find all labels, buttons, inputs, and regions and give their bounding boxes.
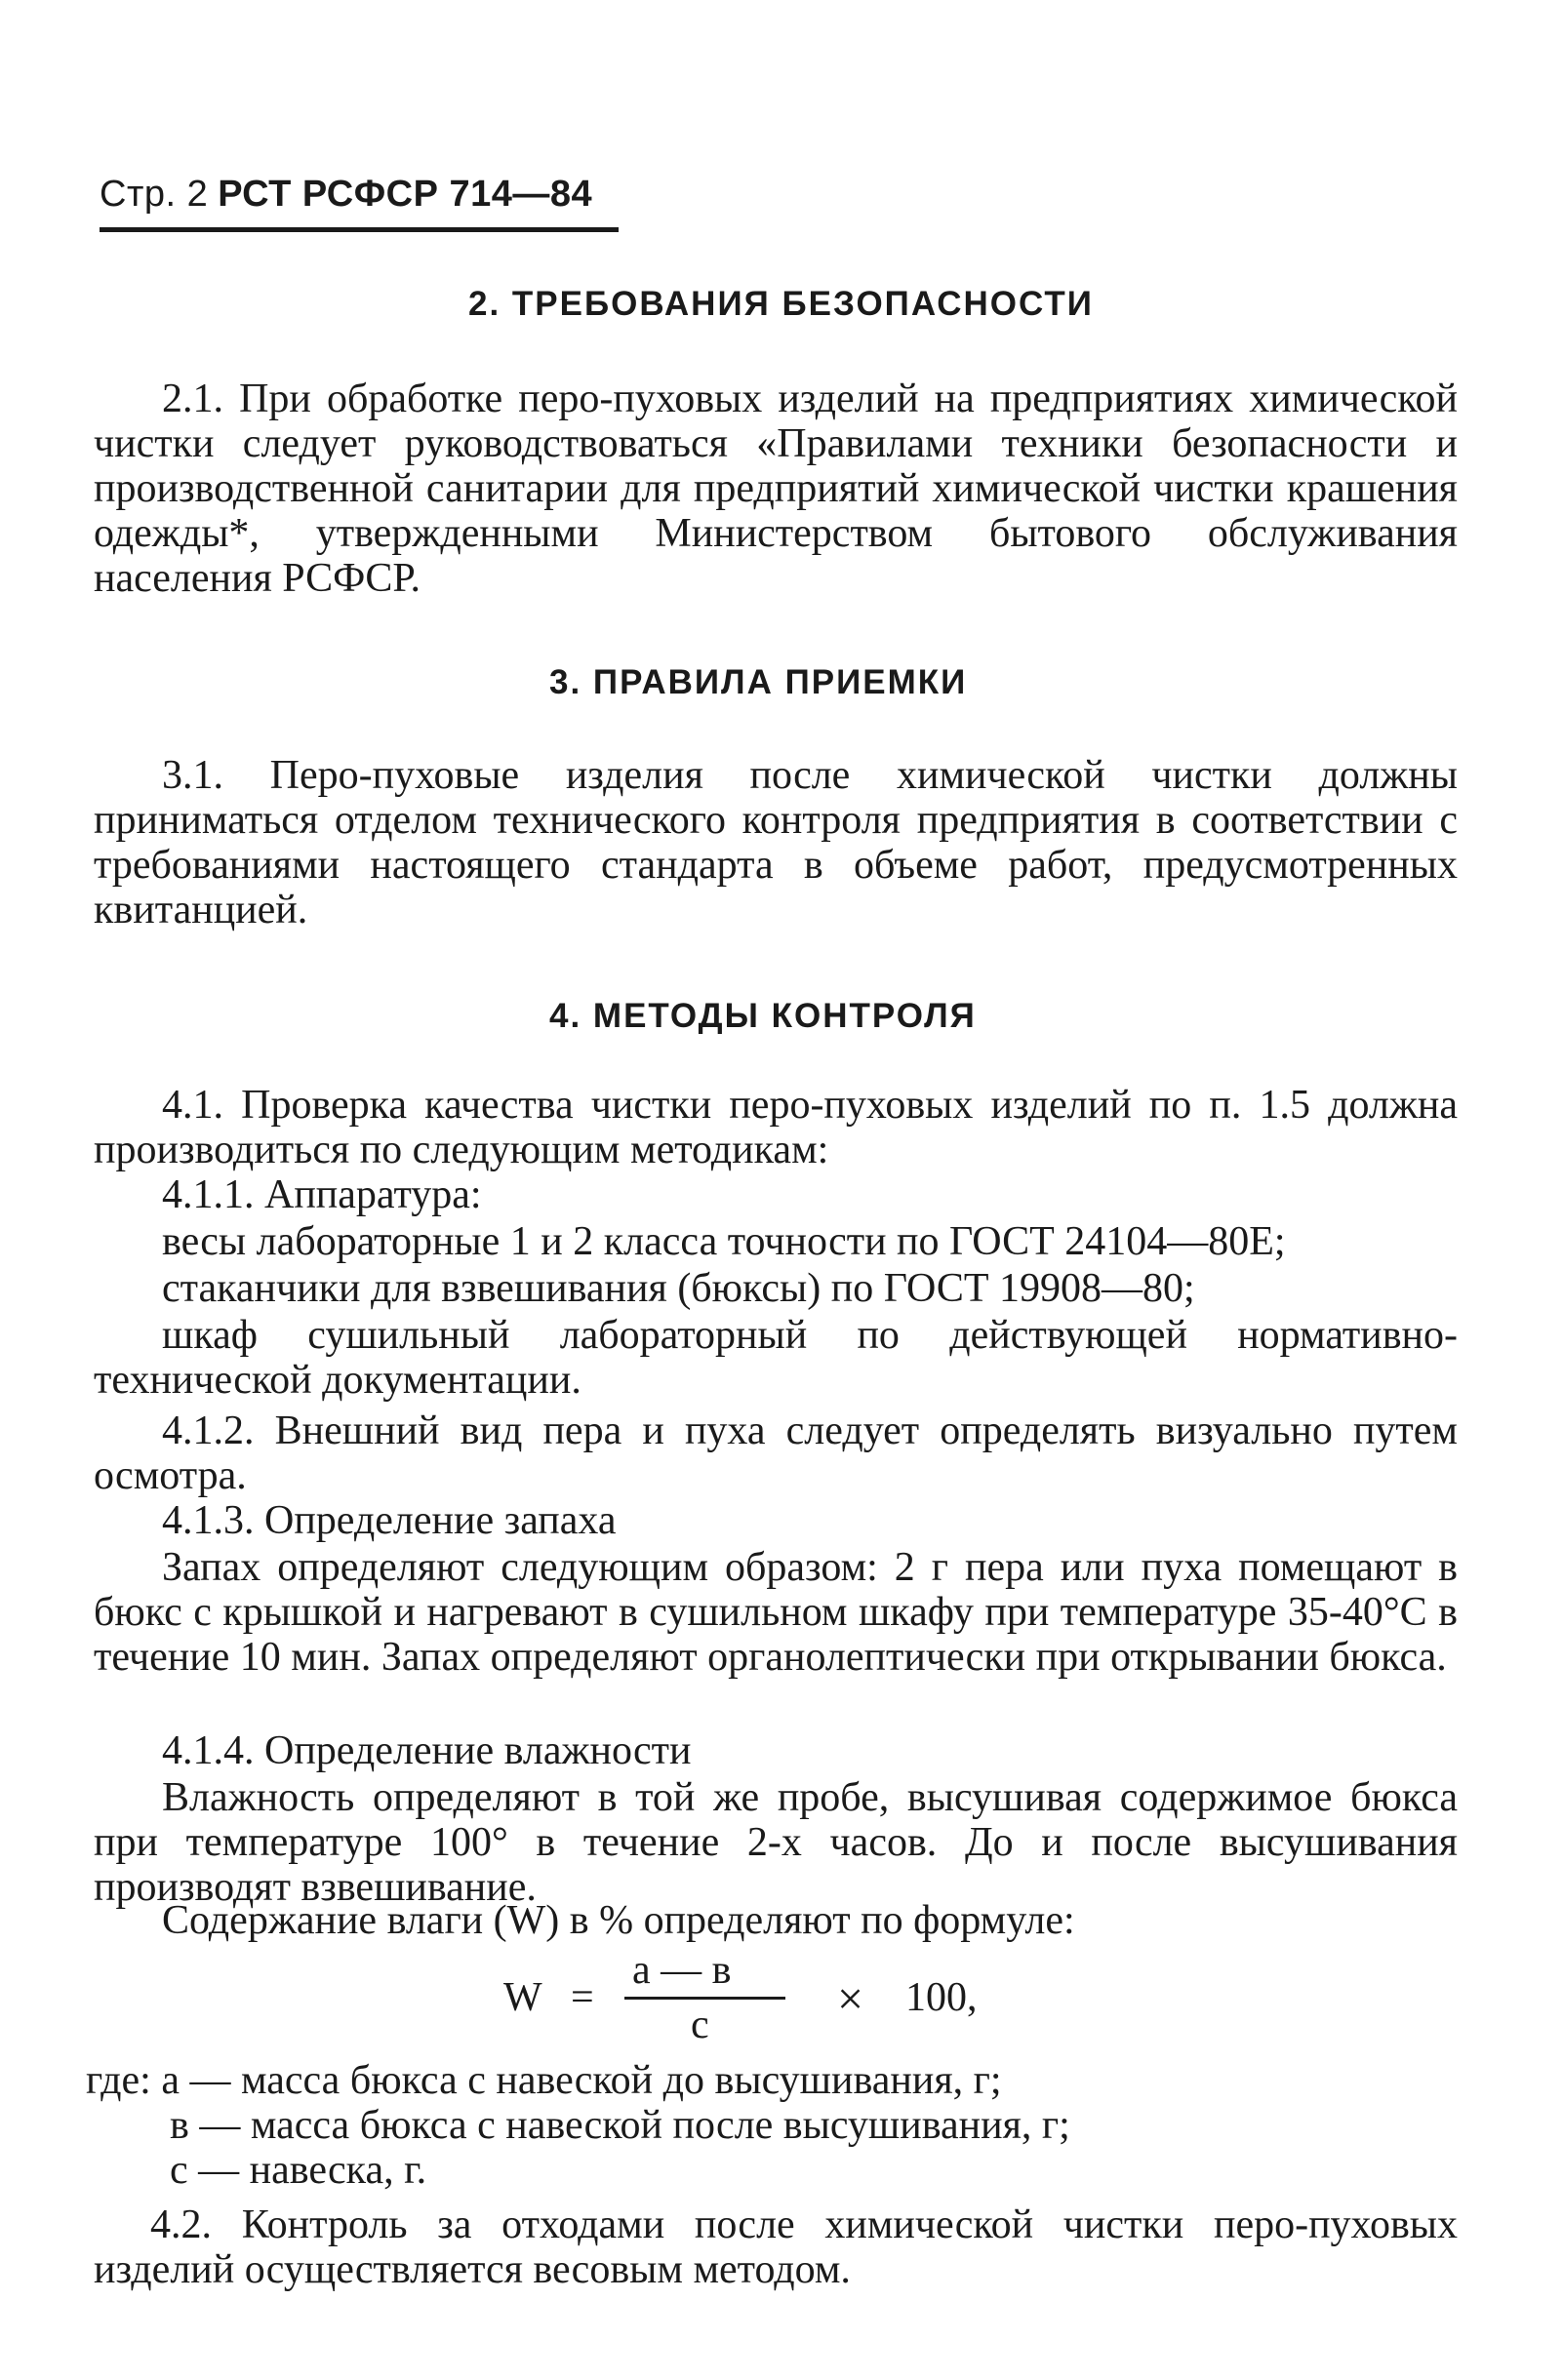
section-heading-safety: 2. ТРЕБОВАНИЯ БЕЗОПАСНОСТИ — [468, 285, 1094, 323]
subsection-4-1-1-title: 4.1.1. Аппаратура: — [162, 1172, 482, 1217]
page-header — [100, 173, 592, 216]
formula-times: × — [837, 1973, 864, 2025]
paragraph-4-1-2: 4.1.2. Внешний вид пера и пуха следует определять визуально путем осмотра. — [94, 1408, 1458, 1498]
fraction-bar — [624, 1997, 785, 2000]
moisture-formula — [488, 1948, 1034, 2066]
paragraph-3-1: 3.1. Перо-пуховые изделия после химической чистки должны приниматься отделом технического контроля предприятия в соответствии с требованиями настоящего стандарта в объеме работ, предусмотренных квитанцией. — [94, 753, 1458, 932]
apparatus-item-oven: шкаф сушильный лабораторный по действующей нормативно-технической документации. — [94, 1313, 1458, 1403]
subsection-4-1-4-title: 4.1.4. Определение влажности — [162, 1728, 692, 1773]
page-number: Стр. 2 — [100, 174, 209, 215]
formula-equals: = — [571, 1975, 594, 2020]
standard-code: РСТ РСФСР 714—84 — [218, 174, 593, 215]
formula-numerator: а — в — [632, 1948, 732, 1993]
header-rule — [100, 227, 619, 232]
variable-c-definition: с — навеска, г. — [170, 2148, 427, 2193]
formula-lhs: W — [503, 1975, 542, 2020]
apparatus-item-scales: весы лабораторные 1 и 2 класса точности по ГОСТ 24104—80Е; — [162, 1219, 1286, 1264]
formula-factor: 100, — [905, 1975, 978, 2020]
paragraph-4-1: 4.1. Проверка качества чистки перо-пуховых изделий по п. 1.5 должна производиться по следующим методикам: — [94, 1083, 1458, 1172]
variable-a-definition: где: а — масса бюкса с навеской до высушивания, г; — [86, 2058, 1002, 2103]
subsection-4-1-3-title: 4.1.3. Определение запаха — [162, 1498, 617, 1543]
apparatus-item-beakers: стаканчики для взвешивания (бюксы) по ГОСТ 19908—80; — [162, 1266, 1195, 1311]
paragraph-4-1-3: Запах определяют следующим образом: 2 г пера или пуха помещают в бюкс с крышкой и нагревают в сушильном шкафу при температуре 35-40°С в течение 10 мин. Запах определяют органолептически при открывании бюкса. — [94, 1545, 1458, 1680]
paragraph-4-2: 4.2. Контроль за отходами после химической чистки перо-пуховых изделий осуществляется весовым методом. — [94, 2202, 1458, 2292]
section-heading-methods: 4. МЕТОДЫ КОНТРОЛЯ — [549, 997, 977, 1035]
formula-denominator: с — [691, 2003, 709, 2047]
variable-b-definition: в — масса бюкса с навеской после высушивания, г; — [170, 2103, 1070, 2148]
section-heading-acceptance: 3. ПРАВИЛА ПРИЕМКИ — [549, 663, 968, 701]
paragraph-2-1: 2.1. При обработке перо-пуховых изделий на предприятиях химической чистки следует руководствоваться «Правилами техники безопасности и производственной санитарии для предприятий химической чистки крашения одежды*, утвержденными Министерством бытового обслуживания населения РСФСР. — [94, 377, 1458, 601]
formula-intro: Содержание влаги (W) в % определяют по формуле: — [162, 1898, 1075, 1943]
paragraph-4-1-4: Влажность определяют в той же пробе, высушивая содержимое бюкса при температуре 100° в течение 2-х часов. До и после высушивания производят взвешивание. — [94, 1775, 1458, 1910]
